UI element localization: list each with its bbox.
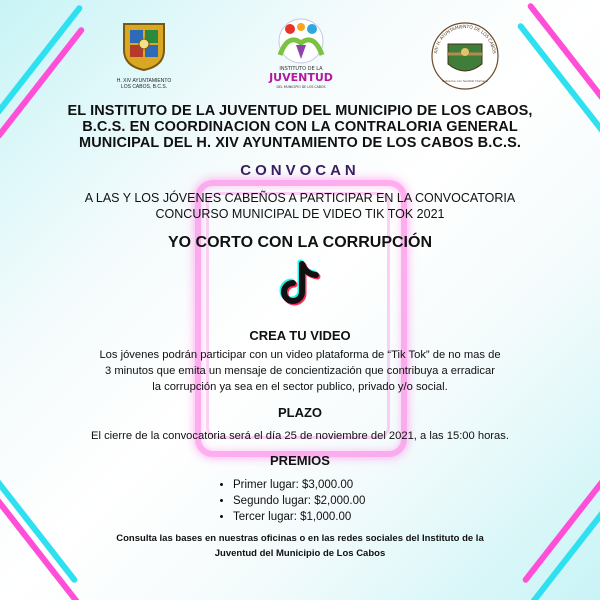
intro-line-1: A LAS Y LOS JÓVENES CABEÑOS A PARTICIPAR EN LA CONVOCATORIA [84,191,516,205]
heading-line-2: B.C.S. EN COORDINACION CON LA CONTRALORIA GENERAL [82,119,518,135]
prize-item: • Segundo lugar: $2,000.00 [233,493,365,509]
instituto-big-text: JUVENTUD [269,71,333,84]
crea-line-3: la corrupción ya sea en el sector publico, privado y/o social. [152,381,448,393]
prize-item: • Tercer lugar: $1,000.00 [233,509,365,525]
ayuntamiento-caption: H. XIV AYUNTAMIENTO LOS CABOS, B.C.S. [116,78,172,90]
convocan-title: CONVOCAN [240,162,360,179]
neon-phone-screen [206,192,390,439]
plazo-text: El cierre de la convocatoria será el día 25 de noviembre del 2021, a las 15:00 horas. [91,430,509,442]
premios-title: PREMIOS [270,453,330,468]
plazo-title: PLAZO [277,405,323,420]
tiktok-icon [276,258,324,310]
main-heading [0,103,600,151]
slogan: YO CORTO CON LA CORRUPCIÓN [167,234,432,251]
intro-line-2: CONCURSO MUNICIPAL DE VIDEO TIK TOK 2021 [155,207,445,221]
prizes-list [215,477,365,525]
ayuntamiento-shield-logo [120,20,168,72]
footer-line-2: Juventud del Municipio de Los Cabos [214,548,386,559]
instituto-juventud-logo [266,15,336,93]
instituto-small-text: INSTITUTO DE LA [279,66,323,72]
crea-text [0,347,600,395]
crea-line-1: Los jóvenes podrán participar con un video plataforma de “Tik Tok” de no mas de [99,349,501,361]
instituto-sub-text: DEL MUNICIPIO DE LOS CABOS [276,85,326,89]
footer-line-1: Consulta las bases en nuestras oficinas o en las redes sociales del Instituto de la [116,533,484,544]
crea-title: CREA TU VIDEO [249,328,351,343]
seal-bottom-text: Gobierno con Sentido Humano [442,79,488,83]
heading-line-1: EL INSTITUTO DE LA JUVENTUD DEL MUNICIPIO DE LOS CABOS, [67,103,533,119]
crea-line-2: 3 minutos que emita un mensaje de concientización que contribuya a erradicar [105,365,495,377]
seal-ring-text: XIV H. AYUNTAMIENTO DE LOS CABOS [434,24,496,55]
xiv-ayuntamiento-seal [428,20,502,92]
heading-line-3: MUNICIPAL DEL H. XIV AYUNTAMIENTO DE LOS CABOS B.C.S. [79,135,521,151]
intro-text [0,190,600,222]
prize-item: • Primer lugar: $3,000.00 [233,477,365,493]
footer-text [0,531,600,561]
